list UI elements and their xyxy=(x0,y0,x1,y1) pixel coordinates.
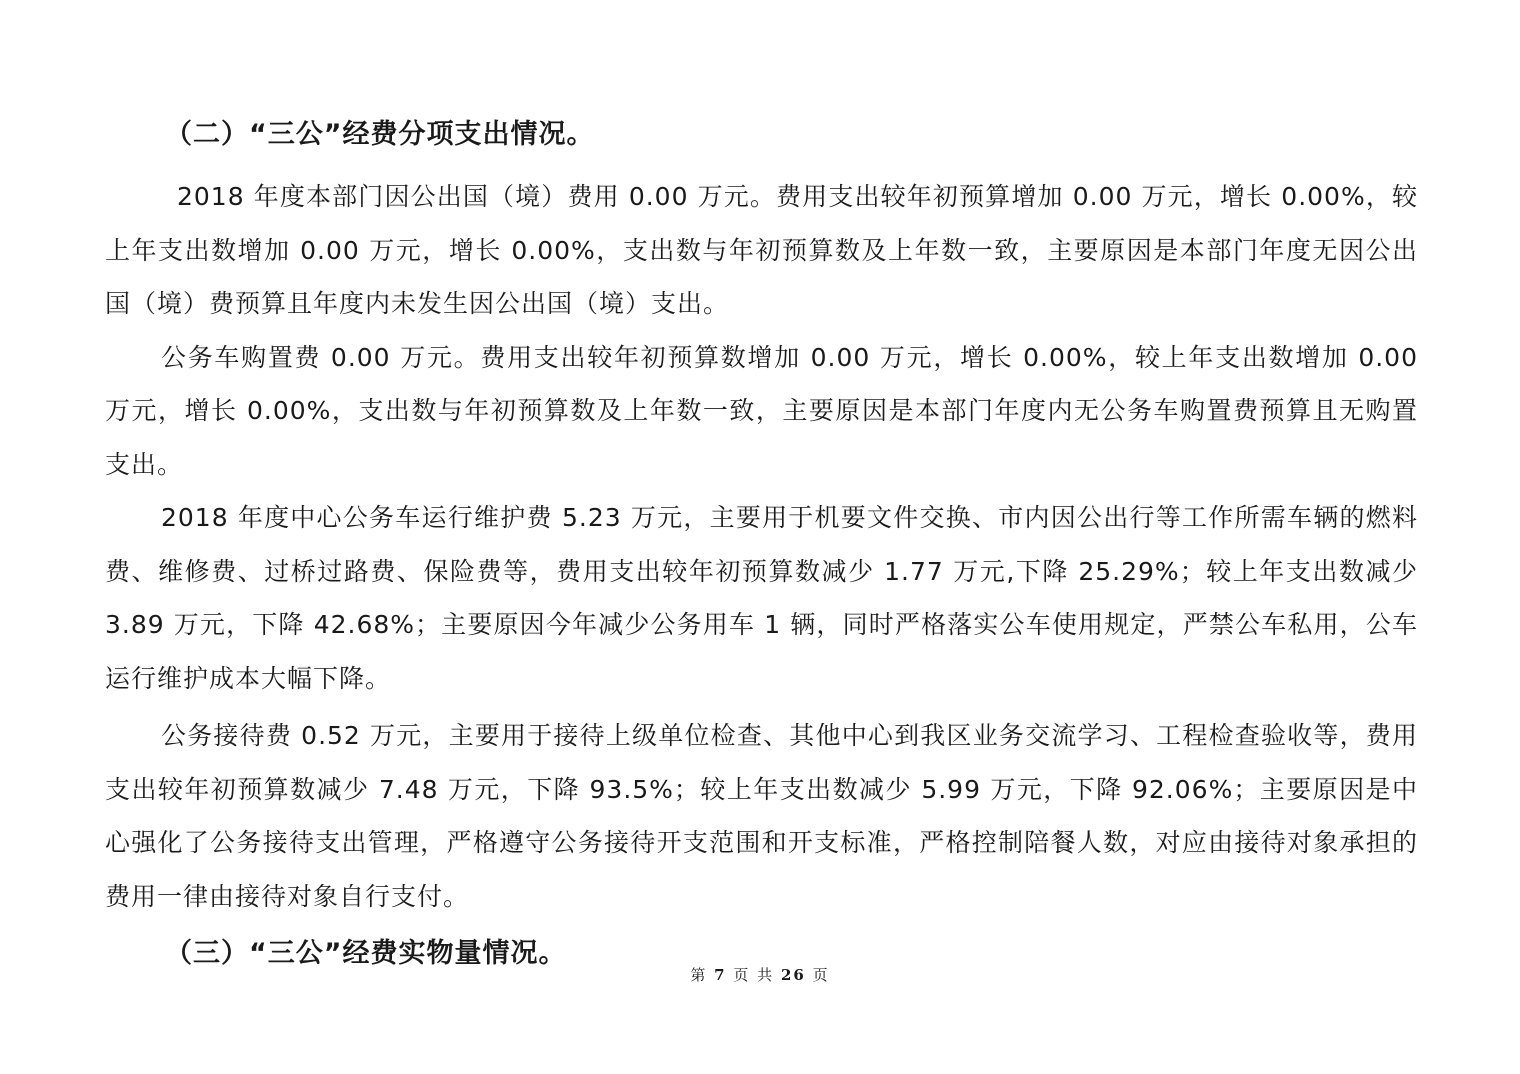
paragraph-vehicle-maintenance: 2018 年度中心公务车运行维护费 5.23 万元，主要用于机要文件交换、市内因公出行等工作所需车辆的燃料费、维修费、过桥过路费、保险费等，费用支出较年初预算数减少 1.77 万元,下降 25.29%；较上年支出数减少 3.89 万元，下降 42.68%；主要原因今年减少公务用车 1 辆，同时严格落实公车使用规定，严禁公车私用，公车运行维护成本大幅下降。 xyxy=(105,503,1418,693)
paragraph-overseas-travel: 2018 年度本部门因公出国（境）费用 0.00 万元。费用支出较年初预算增加 0.00 万元，增长 0.00%，较上年支出数增加 0.00 万元，增长 0.00%，支出数与年初预算数及上年数一致，主要原因是本部门年度无因公出国（境）费预算且年度内未发生因公出国（境）支出。 xyxy=(105,182,1418,318)
footer-total-pages: 26 xyxy=(780,966,806,984)
document-body xyxy=(105,108,1418,981)
footer-middle: 页 共 xyxy=(733,966,775,984)
footer-page-number: 7 xyxy=(714,966,727,984)
footer-prefix: 第 xyxy=(690,966,708,984)
paragraph-vehicle-purchase: 公务车购置费 0.00 万元。费用支出较年初预算数增加 0.00 万元，增长 0.00%，较上年支出数增加 0.00 万元，增长 0.00%，支出数与年初预算数及上年数一致，主要原因是本部门年度内无公务车购置费预算且无购置支出。 xyxy=(105,342,1418,479)
section-heading-2: （二）“三公”经费分项支出情况。 xyxy=(165,119,595,150)
footer-suffix: 页 xyxy=(812,966,830,984)
paragraph-reception: 公务接待费 0.52 万元，主要用于接待上级单位检查、其他中心到我区业务交流学习、工程检查验收等，费用支出较年初预算数减少 7.48 万元，下降 93.5%；较上年支出数减少 5.99 万元，下降 92.06%；主要原因是中心强化了公务接待支出管理，严格遵守公务接待开支范围和开支标准，严格控制陪餐人数，对应由接待对象承担的费用一律由接待对象自行支付。 xyxy=(105,721,1418,911)
section-heading-3: （三）“三公”经费实物量情况。 xyxy=(165,938,567,969)
page-footer xyxy=(0,964,1520,985)
